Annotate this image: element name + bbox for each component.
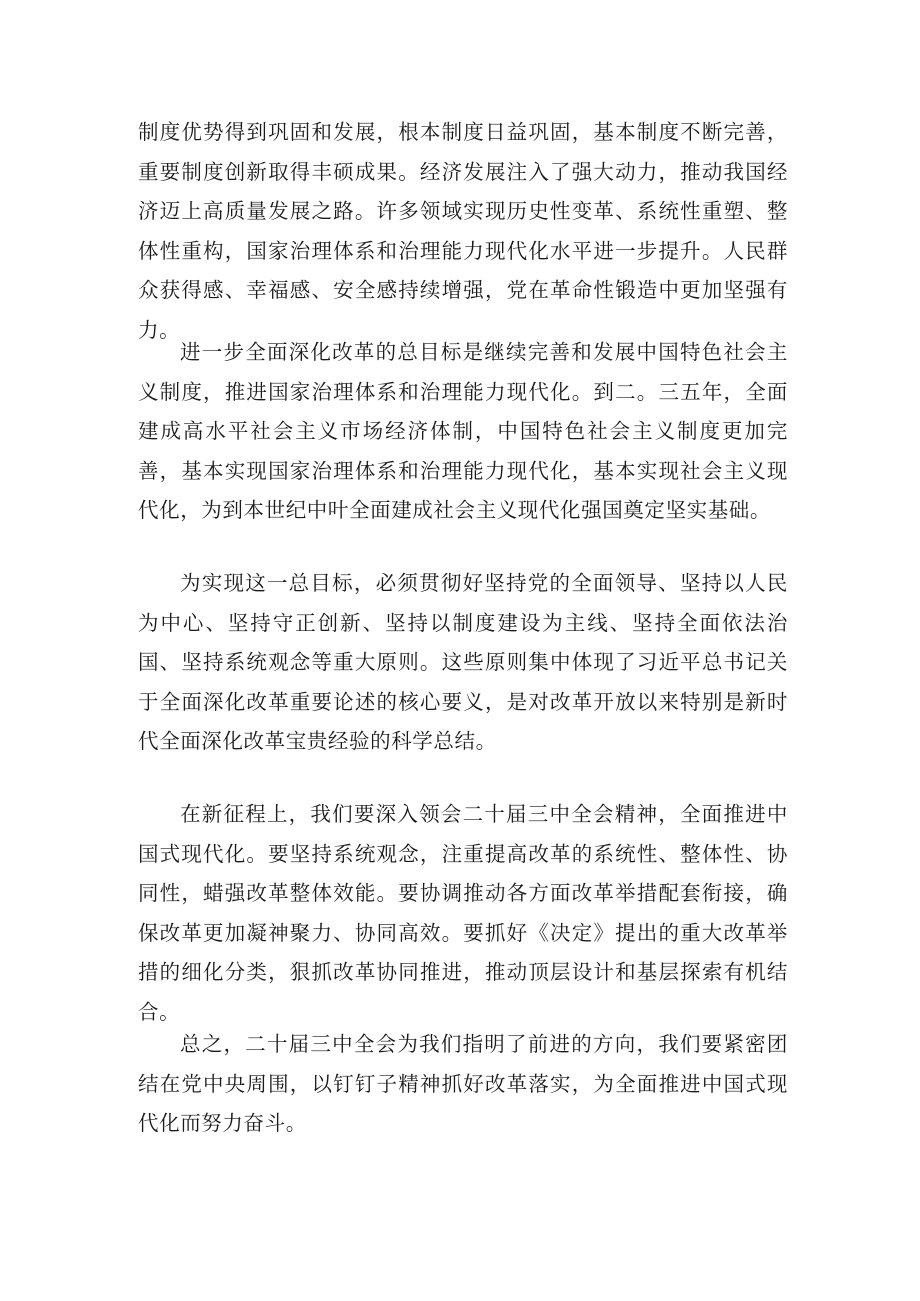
paragraph-4: 在新征程上，我们要深入领会二十届三中全会精神，全面推进中国式现代化。要坚持系统观念，注重提高改革的系统性、整体性、协同性，蜡强改革整体效能。要协调推动各方面改革举措配套衔接，确保改革更加凝神聚力、协同高效。要抓好《决定》提出的重大改革举措的细化分类，狠抓改革协同推进，推动顶层设计和基层探索有机结合。: [138, 802, 788, 1024]
paragraph-5: 总之，二十届三中全会为我们指明了前进的方向，我们要紧密团结在党中央周围，以钉钉子精神抓好改革落实，为全面推进中国式现代化而努力奋斗。: [138, 1032, 788, 1135]
paragraph-2: 进一步全面深化改革的总目标是继续完善和发展中国特色社会主义制度，推进国家治理体系和治理能力现代化。到二。三五年，全面建成高水平社会主义市场经济体制，中国特色社会主义制度更加完善，基本实现国家治理体系和治理能力现代化，基本实现社会主义现代化，为到本世纪中叶全面建成社会主义现代化强国奠定坚实基础。: [138, 340, 788, 522]
paragraph-3: 为实现这一总目标，必须贯彻好坚持党的全面领导、坚持以人民为中心、坚持守正创新、坚持以制度建设为主线、坚持全面依法治国、坚持系统观念等重大原则。这些原则集中体现了习近平总书记关于全面深化改革重要论述的核心要义，是对改革开放以来特别是新时代全面深化改革宝贵经验的科学总结。: [138, 571, 788, 753]
paragraph-1: 制度优势得到巩固和发展，根本制度日益巩固，基本制度不断完善，重要制度创新取得丰硕成果。经济发展注入了强大动力，推动我国经济迈上高质量发展之路。许多领域实现历史性变革、系统性重塑、整体性重构，国家治理体系和治理能力现代化水平进一步提升。人民群众获得感、幸福感、安全感持续增强，党在革命性锻造中更加坚强有力。: [138, 120, 788, 342]
